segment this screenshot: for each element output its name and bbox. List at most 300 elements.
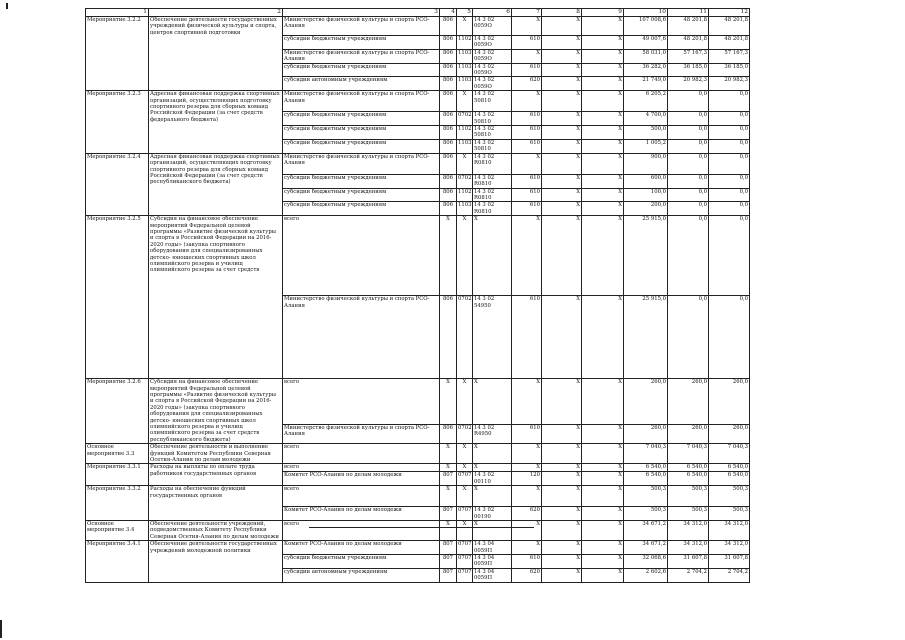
grbs-cell: 806 xyxy=(440,296,457,379)
amount-cell: 34 312,0 xyxy=(668,521,709,541)
section-cell: 1103 xyxy=(457,49,473,63)
amount-cell: 2 602,6 xyxy=(624,568,668,582)
amount-cell: 2 704,2 xyxy=(709,568,750,582)
expense-type-cell: 610 xyxy=(512,424,542,444)
executor-cell: Комитет РСО-Алания по делам молодежи xyxy=(283,472,440,486)
scan-mark-top xyxy=(6,3,8,9)
expense-type-cell: X xyxy=(512,444,542,464)
executor-cell: субсидии бюджетным учреждениям xyxy=(283,36,440,50)
year-cell: X xyxy=(542,568,582,582)
amount-cell: 4 700,0 xyxy=(624,112,668,126)
header-cell: 3 xyxy=(283,9,440,17)
target-article-cell: 14 3 02 R4950 xyxy=(473,424,512,444)
executor-cell: субсидии автономным учреждениям xyxy=(283,568,440,582)
executor-cell: субсидии бюджетным учреждениям xyxy=(283,139,440,153)
amount-cell: 36 185,0 xyxy=(668,63,709,77)
amount-cell: 260,0 xyxy=(624,379,668,424)
amount-cell: 0,0 xyxy=(668,112,709,126)
section-cell: 0702 xyxy=(457,174,473,188)
grbs-cell: X xyxy=(440,379,457,424)
target-article-cell: 14 3 02 0059О xyxy=(473,36,512,50)
year-cell: X xyxy=(542,472,582,486)
target-article-cell: 14 3 02 50810 xyxy=(473,139,512,153)
expense-type-cell: 610 xyxy=(512,126,542,140)
target-article-cell: X xyxy=(473,379,512,424)
grbs-cell: 806 xyxy=(440,174,457,188)
year-cell: X xyxy=(582,49,624,63)
target-article-cell: 14 3 02 0059О xyxy=(473,63,512,77)
table-row xyxy=(86,17,750,36)
target-article-cell: 14 3 02 54950 xyxy=(473,296,512,379)
header-cell: 8 xyxy=(542,9,582,17)
table-row xyxy=(86,91,750,112)
expense-type-cell: X xyxy=(512,153,542,174)
grbs-cell: X xyxy=(440,521,457,541)
year-cell: X xyxy=(582,521,624,541)
executor-cell: субсидии бюджетным учреждениям xyxy=(283,555,440,569)
expense-type-cell: 610 xyxy=(512,63,542,77)
measure-code-cell: Мероприятие 3.2.6 xyxy=(86,379,149,444)
amount-cell: 32 068,6 xyxy=(624,555,668,569)
header-cell: 11 xyxy=(668,9,709,17)
target-article-cell: 14 3 02 00190 xyxy=(473,507,512,521)
measure-title-cell: Обеспечение деятельности и выполнение функций Комитетом Республики Северная Осетия-Алания по делам молодежи xyxy=(149,444,283,464)
section-cell: 0707 xyxy=(457,507,473,521)
year-cell: X xyxy=(542,464,582,472)
measure-code-cell: Мероприятие 3.2.3 xyxy=(86,91,149,153)
header-cell: 10 xyxy=(624,9,668,17)
executor-cell: субсидии бюджетным учреждениям xyxy=(283,188,440,202)
amount-cell: 260,0 xyxy=(668,424,709,444)
grbs-cell: 807 xyxy=(440,555,457,569)
executor-cell: всего xyxy=(283,216,440,296)
amount-cell: 48 201,8 xyxy=(709,17,750,36)
table-row xyxy=(86,216,750,296)
expense-type-cell: 120 xyxy=(512,472,542,486)
year-cell: X xyxy=(542,521,582,541)
year-cell: X xyxy=(582,63,624,77)
executor-cell: всего xyxy=(283,486,440,507)
section-cell: 1102 xyxy=(457,188,473,202)
measure-code-cell: Мероприятие 3.2.4 xyxy=(86,153,149,215)
target-article-cell: X xyxy=(473,486,512,507)
target-article-cell: 14 3 04 0059П xyxy=(473,568,512,582)
table-row xyxy=(86,444,750,464)
grbs-cell: 807 xyxy=(440,507,457,521)
section-cell: 1103 xyxy=(457,139,473,153)
year-cell: X xyxy=(542,17,582,36)
amount-cell: 500,3 xyxy=(668,486,709,507)
amount-cell: 25 915,0 xyxy=(624,216,668,296)
amount-cell: 0,0 xyxy=(668,174,709,188)
section-cell: 0707 xyxy=(457,472,473,486)
target-article-cell: 14 3 02 50810 xyxy=(473,126,512,140)
target-article-cell: 14 3 02 R0810 xyxy=(473,202,512,216)
header-cell: 2 xyxy=(149,9,283,17)
executor-cell: субсидии бюджетным учреждениям xyxy=(283,63,440,77)
executor-cell: Министерство физической культуры и спорта РСО-Алания xyxy=(283,153,440,174)
target-article-cell: 14 3 02 50810 xyxy=(473,91,512,112)
amount-cell: 0,0 xyxy=(709,202,750,216)
amount-cell: 36 282,0 xyxy=(624,63,668,77)
year-cell: X xyxy=(582,153,624,174)
grbs-cell: 806 xyxy=(440,91,457,112)
expense-type-cell: X xyxy=(512,379,542,424)
section-cell: 1102 xyxy=(457,126,473,140)
amount-cell: 34 312,0 xyxy=(668,541,709,555)
grbs-cell: 807 xyxy=(440,568,457,582)
section-cell: X xyxy=(457,379,473,424)
year-cell: X xyxy=(582,202,624,216)
amount-cell: 1 005,2 xyxy=(624,139,668,153)
amount-cell: 6 540,0 xyxy=(624,472,668,486)
year-cell: X xyxy=(582,424,624,444)
expense-type-cell: X xyxy=(512,541,542,555)
year-cell: X xyxy=(582,541,624,555)
amount-cell: 34 671,2 xyxy=(624,521,668,541)
year-cell: X xyxy=(582,555,624,569)
grbs-cell: 806 xyxy=(440,139,457,153)
amount-cell: 500,0 xyxy=(624,126,668,140)
scan-mark-bottom xyxy=(0,620,2,638)
target-article-cell: 14 3 02 0059О xyxy=(473,17,512,36)
year-cell: X xyxy=(542,486,582,507)
executor-cell: всего xyxy=(283,379,440,424)
amount-cell: 21 749,0 xyxy=(624,77,668,91)
year-cell: X xyxy=(582,36,624,50)
grbs-cell: 806 xyxy=(440,424,457,444)
year-cell: X xyxy=(542,36,582,50)
amount-cell: 31 607,8 xyxy=(709,555,750,569)
year-cell: X xyxy=(582,444,624,464)
grbs-cell: X xyxy=(440,216,457,296)
measure-title-cell: Адресная финансовая поддержка спортивных организаций, осуществляющих подготовку спортивного резерва для сборных команд Российской Федерации (за счет средств федерального бюджета) xyxy=(149,91,283,153)
year-cell: X xyxy=(582,91,624,112)
header-cell: 7 xyxy=(512,9,542,17)
year-cell: X xyxy=(542,112,582,126)
year-cell: X xyxy=(582,188,624,202)
expense-type-cell: 610 xyxy=(512,36,542,50)
executor-cell: всего xyxy=(283,521,440,541)
amount-cell: 57 167,3 xyxy=(709,49,750,63)
amount-cell: 0,0 xyxy=(709,153,750,174)
executor-cell: субсидии бюджетным учреждениям xyxy=(283,202,440,216)
target-article-cell: 14 3 02 50810 xyxy=(473,112,512,126)
executor-cell: субсидии бюджетным учреждениям xyxy=(283,174,440,188)
executor-cell: Министерство физической культуры и спорта РСО-Алания xyxy=(283,91,440,112)
measure-code-cell: Основное мероприятие 3.4 xyxy=(86,521,149,541)
year-cell: X xyxy=(582,464,624,472)
section-cell: 1103 xyxy=(457,63,473,77)
measure-title-cell: Субсидия на финансовое обеспечение мероприятий Федеральной целевой программы «Развитие физической культуры и спорта в Российской Федерации на 2016-2020 годы» (закупка спортивного оборудования для специализированных детско- юношеских спортивных школ олимпийского резерва и училищ олимпийского резерва за счет средств республиканского бюджета) xyxy=(149,379,283,444)
section-cell: 1103 xyxy=(457,202,473,216)
year-cell: X xyxy=(542,507,582,521)
section-cell: 0702 xyxy=(457,424,473,444)
measure-title-cell: Обеспечение деятельности государственных учреждений молодежной политики xyxy=(149,541,283,582)
amount-cell: 0,0 xyxy=(668,202,709,216)
expense-type-cell: 610 xyxy=(512,112,542,126)
year-cell: X xyxy=(582,112,624,126)
table-row xyxy=(86,153,750,174)
section-cell: 0707 xyxy=(457,568,473,582)
year-cell: X xyxy=(542,379,582,424)
section-cell: 1103 xyxy=(457,77,473,91)
year-cell: X xyxy=(542,444,582,464)
amount-cell: 0,0 xyxy=(709,296,750,379)
target-article-cell: 14 3 02 R0810 xyxy=(473,188,512,202)
grbs-cell: 806 xyxy=(440,202,457,216)
grbs-cell: X xyxy=(440,486,457,507)
amount-cell: 0,0 xyxy=(668,216,709,296)
section-cell: X xyxy=(457,216,473,296)
expense-type-cell: X xyxy=(512,464,542,472)
year-cell: X xyxy=(542,77,582,91)
amount-cell: 6 540,0 xyxy=(709,464,750,472)
section-cell: 0702 xyxy=(457,112,473,126)
grbs-cell: 807 xyxy=(440,541,457,555)
executor-cell: всего xyxy=(283,464,440,472)
amount-cell: 260,0 xyxy=(709,379,750,424)
amount-cell: 58 031,0 xyxy=(624,49,668,63)
amount-cell: 260,0 xyxy=(709,424,750,444)
year-cell: X xyxy=(542,541,582,555)
target-article-cell: 14 3 02 R0810 xyxy=(473,153,512,174)
year-cell: X xyxy=(542,555,582,569)
grbs-cell: 806 xyxy=(440,153,457,174)
signature-rule xyxy=(309,527,534,528)
year-cell: X xyxy=(582,126,624,140)
year-cell: X xyxy=(582,507,624,521)
grbs-cell: X xyxy=(440,464,457,472)
measure-title-cell: Субсидия на финансовое обеспечение мероприятий Федеральной целевой программы «Развитие физической культуры и спорта в Российской Федерации на 2016-2020 годы» (закупка спортивного оборудования для специализированных детско- юношеских спортивных школ олимпийского резерва и училищ олимпийского резерва за счет средств xyxy=(149,216,283,379)
amount-cell: 0,0 xyxy=(668,91,709,112)
section-cell: X xyxy=(457,486,473,507)
measure-code-cell: Мероприятие 3.4.1 xyxy=(86,541,149,582)
expense-type-cell: 620 xyxy=(512,77,542,91)
amount-cell: 900,0 xyxy=(624,153,668,174)
amount-cell: 7 040,3 xyxy=(709,444,750,464)
target-article-cell: X xyxy=(473,444,512,464)
target-article-cell: 14 3 02 00110 xyxy=(473,472,512,486)
year-cell: X xyxy=(582,139,624,153)
header-cell: 5 xyxy=(457,9,473,17)
grbs-cell: 806 xyxy=(440,77,457,91)
budget-table xyxy=(85,8,750,583)
year-cell: X xyxy=(542,91,582,112)
amount-cell: 500,3 xyxy=(709,486,750,507)
executor-cell: Министерство физической культуры и спорта РСО-Алания xyxy=(283,17,440,36)
amount-cell: 6 540,0 xyxy=(668,472,709,486)
year-cell: X xyxy=(582,174,624,188)
amount-cell: 0,0 xyxy=(709,139,750,153)
measure-code-cell: Мероприятие 3.3.2 xyxy=(86,486,149,521)
measure-code-cell: Мероприятие 3.2.5 xyxy=(86,216,149,379)
year-cell: X xyxy=(542,174,582,188)
amount-cell: 7 040,3 xyxy=(668,444,709,464)
measure-code-cell: Основное мероприятие 3.3 xyxy=(86,444,149,464)
grbs-cell: 806 xyxy=(440,17,457,36)
column-number-row xyxy=(86,9,750,17)
amount-cell: 31 607,8 xyxy=(668,555,709,569)
amount-cell: 7 040,3 xyxy=(624,444,668,464)
section-cell: X xyxy=(457,153,473,174)
measure-code-cell: Мероприятие 3.2.2 xyxy=(86,17,149,91)
header-cell: 12 xyxy=(709,9,750,17)
measure-title-cell: Расходы на обеспечение функций государственных органов xyxy=(149,486,283,521)
expense-type-cell: 610 xyxy=(512,188,542,202)
expense-type-cell: X xyxy=(512,216,542,296)
amount-cell: 260,0 xyxy=(624,424,668,444)
expense-type-cell: 620 xyxy=(512,568,542,582)
amount-cell: 200,0 xyxy=(624,202,668,216)
amount-cell: 0,0 xyxy=(709,216,750,296)
executor-cell: Министерство физической культуры и спорта РСО-Алания xyxy=(283,49,440,63)
year-cell: X xyxy=(582,77,624,91)
amount-cell: 6 205,2 xyxy=(624,91,668,112)
grbs-cell: 806 xyxy=(440,36,457,50)
amount-cell: 500,3 xyxy=(624,486,668,507)
target-article-cell: X xyxy=(473,521,512,541)
expense-type-cell: X xyxy=(512,91,542,112)
expense-type-cell: X xyxy=(512,49,542,63)
amount-cell: 0,0 xyxy=(668,296,709,379)
target-article-cell: X xyxy=(473,216,512,296)
year-cell: X xyxy=(582,486,624,507)
expense-type-cell: 610 xyxy=(512,139,542,153)
target-article-cell: X xyxy=(473,464,512,472)
year-cell: X xyxy=(542,424,582,444)
expense-type-cell: 610 xyxy=(512,202,542,216)
header-cell: 6 xyxy=(473,9,512,17)
amount-cell: 0,0 xyxy=(709,174,750,188)
section-cell: X xyxy=(457,17,473,36)
amount-cell: 6 540,0 xyxy=(624,464,668,472)
amount-cell: 36 185,0 xyxy=(709,63,750,77)
amount-cell: 20 982,3 xyxy=(668,77,709,91)
grbs-cell: 806 xyxy=(440,126,457,140)
header-cell: 9 xyxy=(582,9,624,17)
grbs-cell: 806 xyxy=(440,188,457,202)
section-cell: X xyxy=(457,521,473,541)
amount-cell: 6 540,0 xyxy=(668,464,709,472)
section-cell: 1102 xyxy=(457,36,473,50)
amount-cell: 500,3 xyxy=(709,507,750,521)
amount-cell: 500,3 xyxy=(668,507,709,521)
section-cell: 0707 xyxy=(457,555,473,569)
section-cell: X xyxy=(457,91,473,112)
header-cell: 4 xyxy=(440,9,457,17)
amount-cell: 25 915,0 xyxy=(624,296,668,379)
year-cell: X xyxy=(542,202,582,216)
table-row xyxy=(86,541,750,555)
grbs-cell: 806 xyxy=(440,112,457,126)
table-row xyxy=(86,486,750,507)
target-article-cell: 14 3 02 0059О xyxy=(473,77,512,91)
amount-cell: 0,0 xyxy=(709,91,750,112)
year-cell: X xyxy=(582,379,624,424)
target-article-cell: 14 3 04 0059П xyxy=(473,541,512,555)
amount-cell: 0,0 xyxy=(709,188,750,202)
year-cell: X xyxy=(542,296,582,379)
executor-cell: Министерство физической культуры и спорта РСО-Алания xyxy=(283,296,440,379)
table-row xyxy=(86,464,750,472)
year-cell: X xyxy=(542,49,582,63)
amount-cell: 6 540,0 xyxy=(709,472,750,486)
measure-code-cell: Мероприятие 3.3.1 xyxy=(86,464,149,486)
year-cell: X xyxy=(542,188,582,202)
amount-cell: 0,0 xyxy=(668,188,709,202)
amount-cell: 0,0 xyxy=(709,126,750,140)
section-cell: 0702 xyxy=(457,296,473,379)
amount-cell: 0,0 xyxy=(668,126,709,140)
amount-cell: 34 312,0 xyxy=(709,521,750,541)
amount-cell: 107 008,6 xyxy=(624,17,668,36)
amount-cell: 0,0 xyxy=(709,112,750,126)
year-cell: X xyxy=(582,568,624,582)
section-cell: 0707 xyxy=(457,541,473,555)
amount-cell: 57 167,3 xyxy=(668,49,709,63)
measure-title-cell: Обеспечение деятельности государственных учреждений физической культуры и спорта, центров спортивной подготовки xyxy=(149,17,283,91)
executor-cell: всего xyxy=(283,444,440,464)
measure-title-cell: Обеспечение деятельности учреждений, подведомственных Комитету Республики Северная Осетия-Алания по делам молодежи xyxy=(149,521,283,541)
section-cell: X xyxy=(457,464,473,472)
target-article-cell: 14 3 02 R0810 xyxy=(473,174,512,188)
amount-cell: 20 982,3 xyxy=(709,77,750,91)
year-cell: X xyxy=(582,296,624,379)
amount-cell: 0,0 xyxy=(668,139,709,153)
budget-table-sheet xyxy=(85,8,749,583)
executor-cell: субсидии бюджетным учреждениям xyxy=(283,112,440,126)
executor-cell: Комитет РСО-Алания по делам молодежи xyxy=(283,541,440,555)
expense-type-cell: X xyxy=(512,486,542,507)
year-cell: X xyxy=(542,216,582,296)
executor-cell: Комитет РСО-Алания по делам молодежи xyxy=(283,507,440,521)
expense-type-cell: 610 xyxy=(512,174,542,188)
expense-type-cell: 610 xyxy=(512,296,542,379)
grbs-cell: X xyxy=(440,444,457,464)
amount-cell: 600,0 xyxy=(624,174,668,188)
executor-cell: субсидии автономным учреждениям xyxy=(283,77,440,91)
year-cell: X xyxy=(542,63,582,77)
amount-cell: 48 201,8 xyxy=(709,36,750,50)
amount-cell: 0,0 xyxy=(668,153,709,174)
table-row xyxy=(86,521,750,541)
year-cell: X xyxy=(542,153,582,174)
expense-type-cell: X xyxy=(512,17,542,36)
year-cell: X xyxy=(542,126,582,140)
grbs-cell: 807 xyxy=(440,472,457,486)
measure-title-cell: Адресная финансовая поддержка спортивных организаций, осуществляющих подготовку спортивного резерва для сборных команд Российской Федерации (за счет средств республиканского бюджета) xyxy=(149,153,283,215)
expense-type-cell: 620 xyxy=(512,507,542,521)
amount-cell: 34 671,2 xyxy=(624,541,668,555)
expense-type-cell: 610 xyxy=(512,555,542,569)
target-article-cell: 14 3 02 0059О xyxy=(473,49,512,63)
amount-cell: 49 007,6 xyxy=(624,36,668,50)
target-article-cell: 14 3 04 0059П xyxy=(473,555,512,569)
year-cell: X xyxy=(582,472,624,486)
grbs-cell: 806 xyxy=(440,49,457,63)
amount-cell: 34 312,0 xyxy=(709,541,750,555)
expense-type-cell: X xyxy=(512,521,542,541)
amount-cell: 500,3 xyxy=(624,507,668,521)
amount-cell: 100,0 xyxy=(624,188,668,202)
year-cell: X xyxy=(582,17,624,36)
executor-cell: субсидии бюджетным учреждениям xyxy=(283,126,440,140)
header-cell: 1 xyxy=(86,9,149,17)
year-cell: X xyxy=(542,139,582,153)
year-cell: X xyxy=(582,216,624,296)
amount-cell: 48 201,8 xyxy=(668,17,709,36)
